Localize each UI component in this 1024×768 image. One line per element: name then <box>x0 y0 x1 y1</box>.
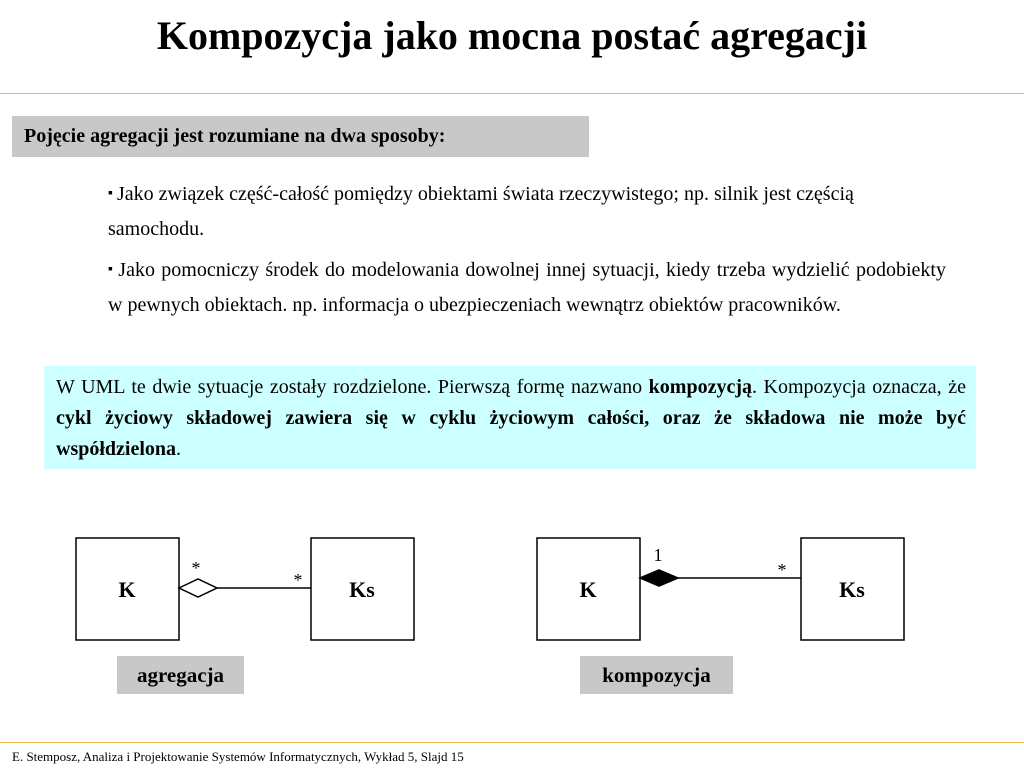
multiplicity-part: * <box>777 560 787 580</box>
bullet-text: Jako pomocniczy środek do modelowania dowolnej innej sytuacji, kiedy trzeba wydzielić podobiekty w pewnych obiektach. np. informacja o ubezpieczeniach wewnątrz obiektów pracowników. <box>108 259 946 316</box>
multiplicity-whole: 1 <box>653 545 663 565</box>
footer-divider <box>0 742 1024 743</box>
bullet-text: Jako związek część-całość pomiędzy obiektami świata rzeczywistego; np. silnik jest częścią samochodu. <box>108 183 854 240</box>
class-name-k: K <box>579 577 597 602</box>
aggregation-diagram <box>76 538 414 640</box>
multiplicity-part: * <box>293 570 303 590</box>
class-name-ks: Ks <box>349 577 375 602</box>
multiplicity-whole: * <box>191 558 201 578</box>
uml-note-text: . Kompozycja oznacza, że <box>751 376 967 398</box>
aggregation-caption: agregacja <box>117 656 244 694</box>
uml-note-definition: cykl życiowy składowej zawiera się w cyklu życiowym całości, oraz że składowa nie może być współdzielona <box>56 407 966 460</box>
filled-diamond-icon <box>640 570 678 586</box>
bullet-square-icon: ▪ <box>108 262 115 277</box>
slide-title: Kompozycja jako mocna postać agregacji <box>156 13 868 58</box>
footer-text: E. Stemposz, Analiza i Projektowanie Systemów Informatycznych, Wykład 5, Slajd 15 <box>12 749 464 764</box>
uml-note-term: kompozycją <box>648 376 752 398</box>
bullet-square-icon: ▪ <box>108 186 113 201</box>
hollow-diamond-icon <box>179 579 217 597</box>
uml-note-text: W UML te dwie sytuacje zostały rozdzielone. Pierwszą formę nazwano <box>56 376 649 398</box>
composition-diagram <box>537 538 904 640</box>
composition-caption: kompozycja <box>580 656 733 694</box>
uml-note-text: . <box>176 438 182 460</box>
section-heading: Pojęcie agregacji jest rozumiane na dwa sposoby: <box>12 116 589 157</box>
class-name-k: K <box>118 577 136 602</box>
class-name-ks: Ks <box>839 577 865 602</box>
